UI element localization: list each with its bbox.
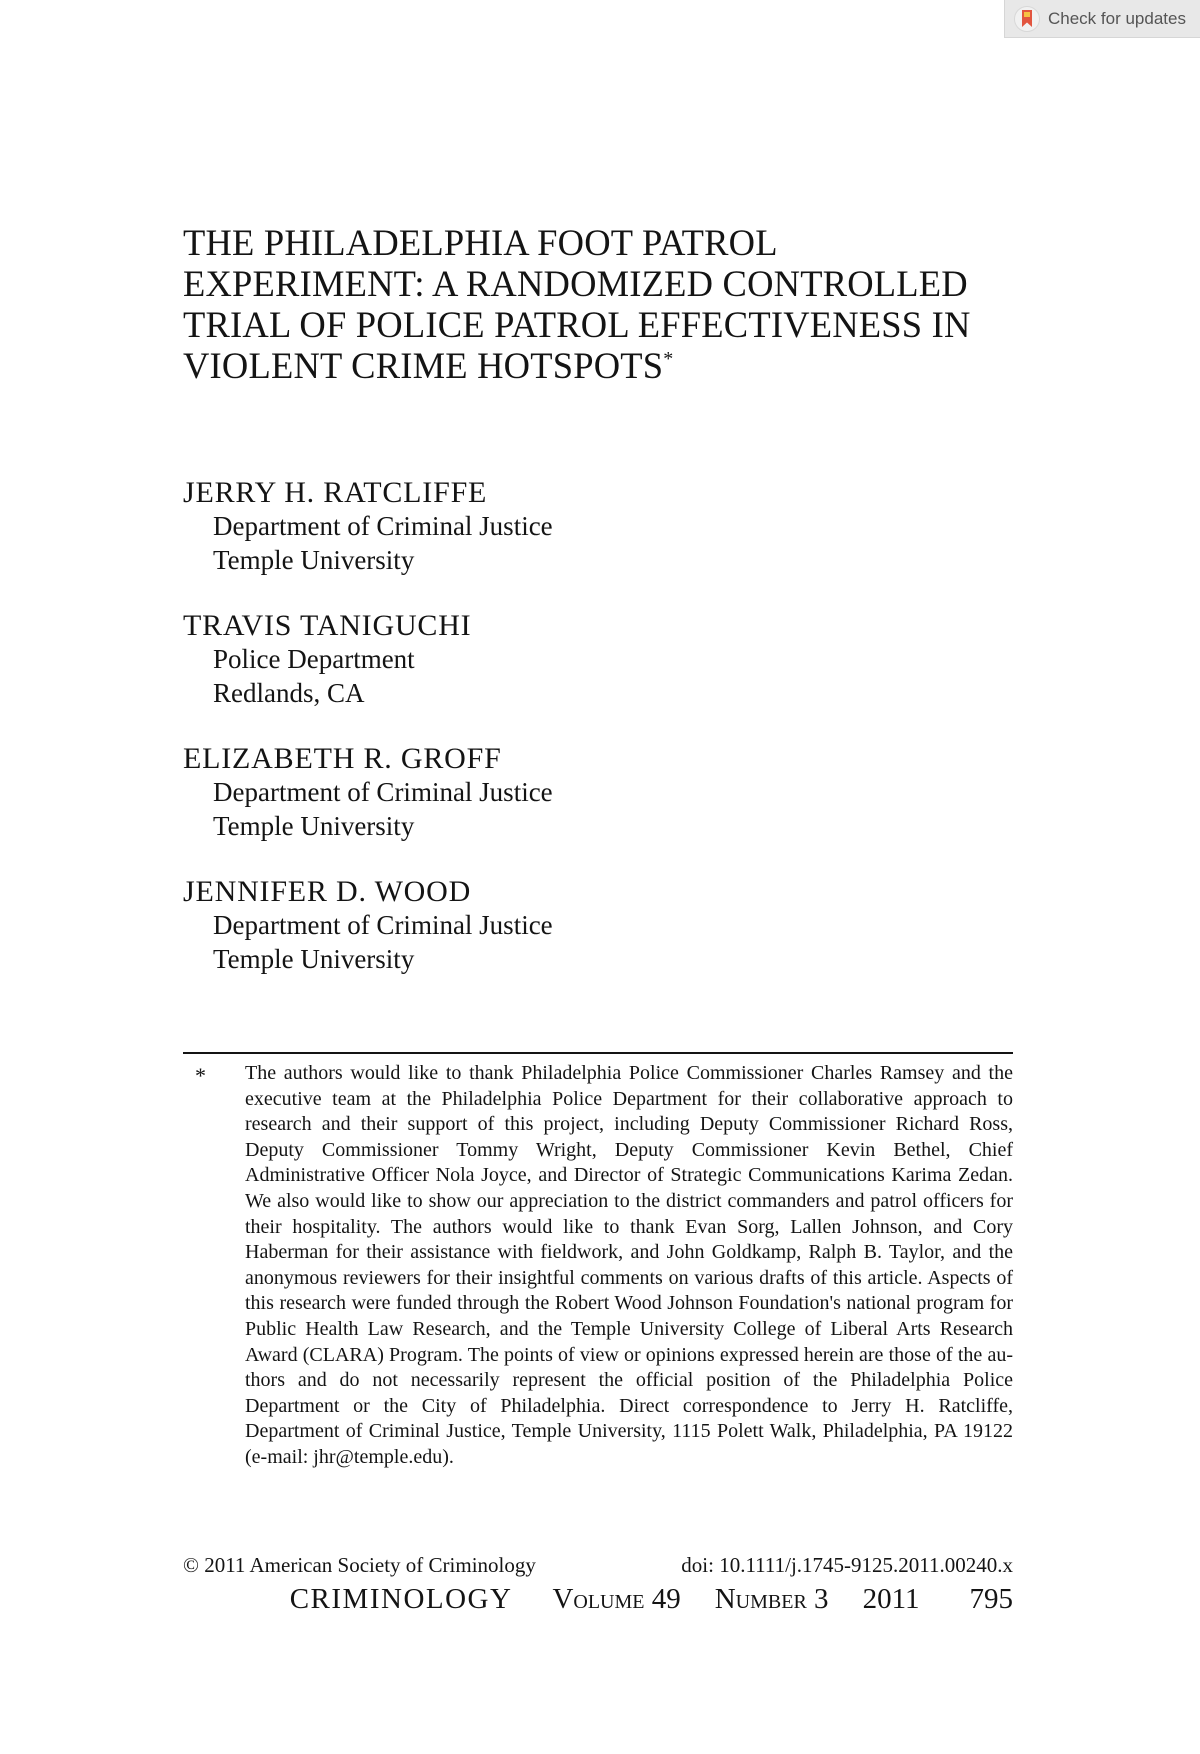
affiliation-department: Department of Criminal Justice [213, 910, 553, 940]
affiliation-institution: Temple University [213, 811, 415, 841]
issue-number-label: Number 3 [714, 1583, 829, 1615]
author-block [183, 875, 553, 976]
volume-label: Volume 49 [552, 1583, 681, 1615]
author-name: JENNIFER D. WOOD [183, 875, 472, 908]
author-block [183, 609, 471, 710]
title-text: THE PHILADELPHIA FOOT PATROL EXPERIMENT: A RANDOMIZED CONTROLLED TRIAL OF POLICE PATROL EFFECTIVENESS IN VIOLENT CRIME HOTSPOTS [183, 222, 971, 386]
affiliation-institution: Temple University [213, 944, 415, 974]
author-name: ELIZABETH R. GROFF [183, 742, 502, 775]
check-for-updates-button[interactable] [1004, 0, 1200, 38]
title-footnote-mark: * [663, 347, 674, 370]
doi-link[interactable]: doi: 10.1111/j.1745-9125.2011.00240.x [681, 1553, 1013, 1577]
journal-name: CRIMINOLOGY [289, 1583, 513, 1615]
bookmark-ribbon-icon [1013, 5, 1041, 33]
publication-year: 2011 [862, 1583, 920, 1615]
author-block [183, 742, 553, 843]
affiliation-department: Department of Criminal Justice [213, 511, 553, 541]
author-name: TRAVIS TANIGUCHI [183, 609, 472, 642]
affiliation-department: Department of Criminal Justice [213, 777, 553, 807]
footnote-divider [183, 1052, 1013, 1054]
affiliation-institution: Temple University [213, 545, 415, 575]
affiliation-department: Police Department [213, 644, 415, 674]
journal-footer [290, 1583, 1013, 1616]
copyright-notice: © 2011 American Society of Criminology [183, 1553, 536, 1577]
footnote-text: The authors would like to thank Philadelphia Police Commissioner Charles Ramsey and the executive team at the Philadelphia Police Department for their collaborative approach to research and their support of this project, including Deputy Commissioner Richard Ross, Deputy Commissioner Tommy Wright, Deputy Commissioner Kevin Bethel, Chief Administrative Officer Nola Joyce, and Director of Strategic Communications Karima Zedan. We also would like to show our appreciation to the district commanders and patrol officers for their hospitality. The authors would like to thank Evan Sorg, Lallen Johnson, and Cory Haberman for their assistance with fieldwork, and John Goldkamp, Ralph B. Taylor, and the anonymous reviewers for their insightful comments on various drafts of this article. Aspects of this research were funded through the Robert Wood Johnson Foundation's national program for Public Health Law Research, and the Temple University College of Liberal Arts Research Award (CLARA) Program. The points of view or opinions expressed herein are those of the authors and do not necessarily represent the official position of the Philadelphia Police Department or the City of Philadelphia. Direct correspondence to Jerry H. Ratcliffe, Department of Criminal Justice, Temple University, 1115 Polett Walk, Philadelphia, PA 19122 (e-mail: jhr@temple.edu). [245, 1062, 1013, 1468]
author-block [183, 476, 553, 577]
check-for-updates-label: Check for updates [1048, 8, 1186, 28]
author-name: JERRY H. RATCLIFFE [183, 476, 488, 509]
footnote-mark: * [195, 1063, 206, 1088]
article-title [183, 222, 1013, 386]
affiliation-institution: Redlands, CA [213, 678, 365, 708]
page-number: 795 [969, 1583, 1013, 1615]
